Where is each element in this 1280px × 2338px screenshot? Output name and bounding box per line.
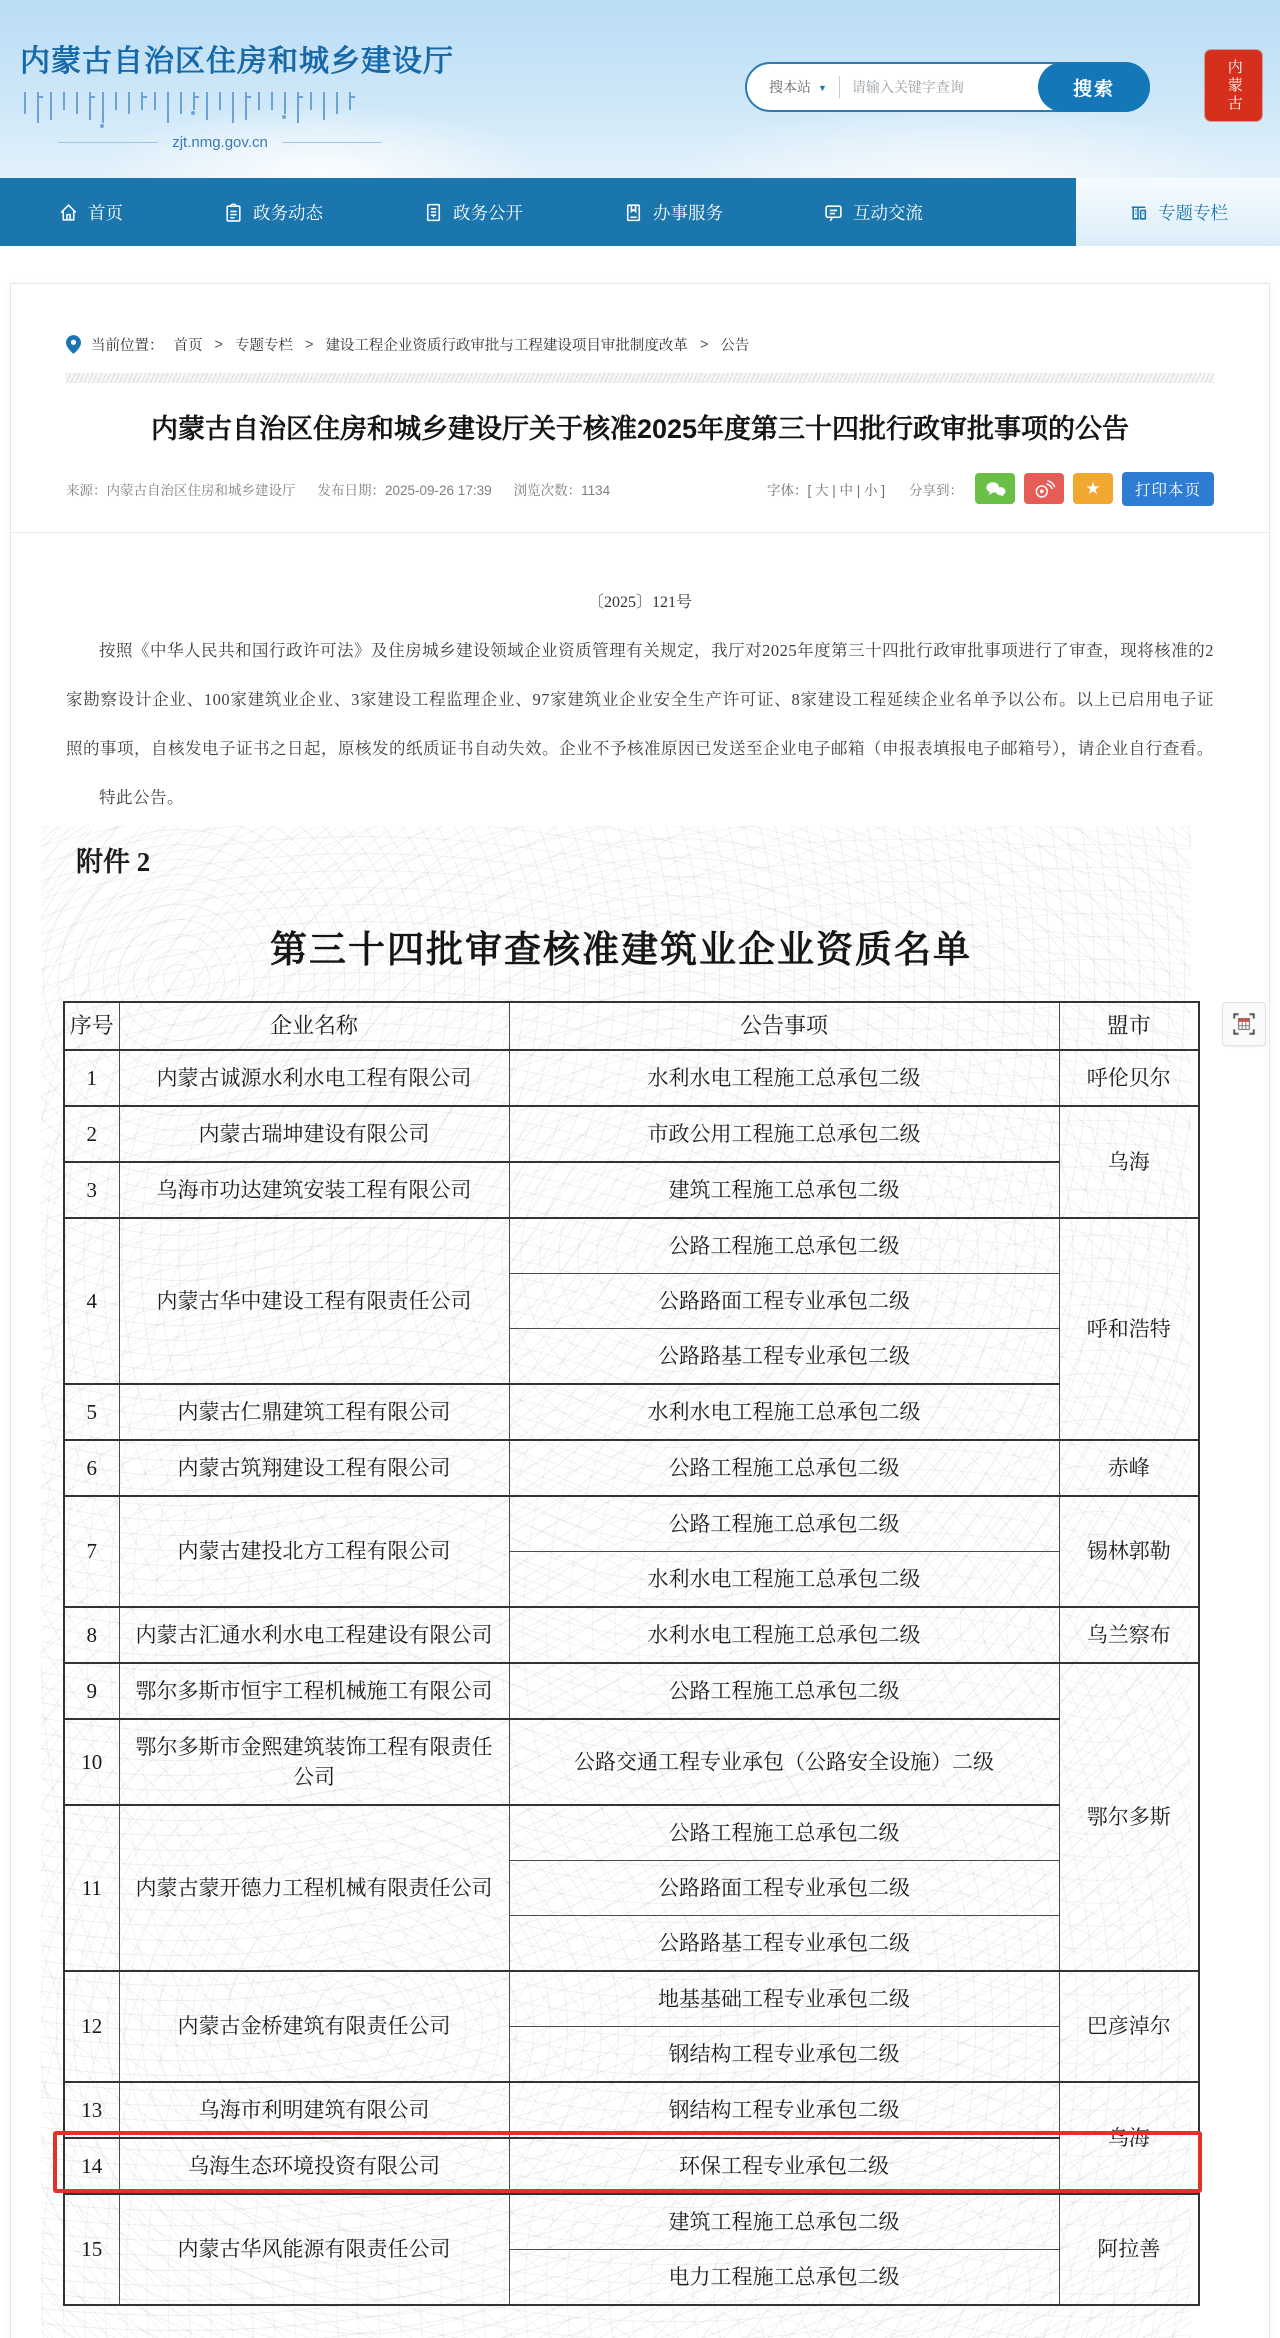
gov-red-seal: 内蒙古 (1205, 50, 1262, 121)
clipboard-icon (223, 202, 244, 223)
cell-announcement-item: 水利水电工程施工总承包二级 (509, 1607, 1059, 1663)
attachment-label: 附件 2 (76, 846, 151, 877)
cell-company-name: 内蒙古建投北方工程有限公司 (119, 1496, 509, 1607)
table-header-row (64, 1002, 1199, 1050)
cell-city: 呼和浩特 (1059, 1218, 1199, 1440)
view-count: 浏览次数：1134 (513, 482, 611, 498)
cell-company-name: 乌海市利明建筑有限公司 (119, 2082, 509, 2138)
site-title: 内蒙古自治区住房和城乡建设厅 (20, 45, 454, 78)
cell-row-number: 3 (64, 1162, 119, 1218)
cell-announcement-item: 公路路面工程专业承包二级 (509, 1860, 1059, 1915)
site-brand (20, 36, 454, 151)
cell-announcement-item: 地基基础工程专业承包二级 (509, 1971, 1059, 2027)
cell-row-number: 2 (64, 1106, 119, 1162)
mongolian-script (24, 92, 420, 126)
nav-item-news[interactable] (223, 178, 323, 246)
cell-row-number: 1 (64, 1050, 119, 1106)
cell-company-name: 内蒙古华风能源有限责任公司 (119, 2194, 509, 2305)
striped-divider (66, 373, 1214, 383)
cell-company-name: 内蒙古金桥建筑有限责任公司 (119, 1971, 509, 2082)
table-row (64, 1719, 1199, 1805)
share-qzone-button[interactable] (1073, 473, 1113, 504)
content-card (10, 283, 1270, 2338)
breadcrumb-separator: > (699, 336, 709, 353)
nav-item-disclosure[interactable] (423, 178, 523, 246)
cell-row-number: 14 (64, 2138, 119, 2194)
article-source: 来源：内蒙古自治区住房和城乡建设厅 (66, 482, 296, 498)
table-wrap (63, 1001, 1198, 2306)
document-number: 〔2025〕121号 (587, 593, 692, 611)
cell-company-name: 鄂尔多斯市金熙建筑装饰工程有限责任公司 (119, 1719, 509, 1805)
cell-company-name: 内蒙古诚源水利水电工程有限公司 (119, 1050, 509, 1106)
cell-city: 呼伦贝尔 (1059, 1050, 1199, 1106)
nav-label: 办事服务 (653, 202, 723, 223)
site-url (20, 134, 420, 151)
breadcrumb-label: 当前位置： (91, 338, 164, 354)
cell-announcement-item: 市政公用工程施工总承包二级 (509, 1106, 1059, 1162)
publish-date: 发布日期：2025-09-26 17:39 (317, 482, 492, 498)
nav-item-services[interactable] (623, 178, 723, 246)
cell-city: 乌兰察布 (1059, 1607, 1199, 1663)
nav-label: 政务公开 (453, 202, 523, 223)
share-label: 分享到： (909, 482, 963, 498)
cell-announcement-item: 水利水电工程施工总承包二级 (509, 1551, 1059, 1607)
divider (58, 142, 158, 143)
chat-icon (823, 202, 844, 223)
col-header-items: 公告事项 (509, 1002, 1059, 1050)
cell-announcement-item: 环保工程专业承包二级 (509, 2138, 1059, 2194)
cell-company-name: 内蒙古筑翔建设工程有限公司 (119, 1440, 509, 1496)
site-search (745, 62, 1150, 112)
table-row (64, 2138, 1199, 2194)
nav-item-interaction[interactable] (823, 178, 923, 246)
attachment-table-title: 第三十四批审查核准建筑业企业资质名单 (270, 929, 972, 971)
cell-row-number: 12 (64, 1971, 119, 2082)
table-row (64, 1106, 1199, 1162)
table-row (64, 1971, 1199, 2027)
cell-city: 赤峰 (1059, 1440, 1199, 1496)
table-zoom-icon (1231, 1011, 1257, 1037)
cell-row-number: 10 (64, 1719, 119, 1805)
share-weibo-button[interactable] (1024, 473, 1064, 504)
star-icon: ★ (1085, 478, 1101, 498)
cell-announcement-item: 公路交通工程专业承包（公路安全设施）二级 (509, 1719, 1059, 1805)
table-row (64, 1162, 1199, 1218)
cell-announcement-item: 公路路面工程专业承包二级 (509, 1273, 1059, 1328)
search-scope-select[interactable]: 搜本站 (769, 79, 811, 95)
table-row (64, 1496, 1199, 1552)
chevron-down-icon[interactable]: ▼ (818, 83, 827, 93)
cell-row-number: 11 (64, 1805, 119, 1971)
wechat-icon (983, 480, 1007, 498)
font-size-switch[interactable]: 字体：[ 大 | 中 | 小 ] (766, 482, 885, 498)
table-row (64, 1050, 1199, 1106)
breadcrumb-item-announcements[interactable]: 公告 (720, 338, 750, 354)
cell-announcement-item: 公路路基工程专业承包二级 (509, 1915, 1059, 1971)
cell-announcement-item: 水利水电工程施工总承包二级 (509, 1050, 1059, 1106)
cell-row-number: 7 (64, 1496, 119, 1607)
cell-row-number: 8 (64, 1607, 119, 1663)
cell-city: 鄂尔多斯 (1059, 1663, 1199, 1971)
cell-announcement-item: 建筑工程施工总承包二级 (509, 2194, 1059, 2250)
cell-city: 阿拉善 (1059, 2194, 1199, 2305)
col-header-company: 企业名称 (119, 1002, 509, 1050)
table-row (64, 1663, 1199, 1719)
cell-announcement-item: 建筑工程施工总承包二级 (509, 1162, 1059, 1218)
table-row (64, 1440, 1199, 1496)
table-row (64, 2194, 1199, 2250)
body-paragraph: 按照《中华人民共和国行政许可法》及住房城乡建设领域企业资质管理有关规定，我厅对2025年度第三十四批行政审批事项进行了审查，现将核准的2家勘察设计企业、100家建筑业企业、3家建设工程监理企业、97家建筑业企业安全生产许可证、8家建设工程延续企业名单予以公布。以上已启用电子证照的事项，自核发电子证书之日起，原核发的纸质证书自动失效。企业不予核准原因已发送至企业电子邮箱（申报表填报电子邮箱号），请企业自行查看。 (66, 640, 1214, 758)
cell-company-name: 内蒙古蒙开德力工程机械有限责任公司 (119, 1805, 509, 1971)
cell-announcement-item: 公路工程施工总承包二级 (509, 1440, 1059, 1496)
cell-row-number: 5 (64, 1384, 119, 1440)
cell-row-number: 4 (64, 1218, 119, 1384)
nav-item-home[interactable] (58, 178, 123, 246)
cell-announcement-item: 钢结构工程专业承包二级 (509, 2026, 1059, 2082)
cell-company-name: 乌海生态环境投资有限公司 (119, 2138, 509, 2194)
cell-row-number: 13 (64, 2082, 119, 2138)
cell-company-name: 鄂尔多斯市恒宇工程机械施工有限公司 (119, 1663, 509, 1719)
cell-row-number: 9 (64, 1663, 119, 1719)
expand-table-button[interactable] (1222, 1002, 1266, 1046)
cell-city: 乌海 (1059, 1106, 1199, 1218)
attachment-image (41, 826, 1191, 2338)
home-icon (58, 202, 79, 223)
article-meta (66, 472, 1214, 506)
cell-announcement-item: 水利水电工程施工总承包二级 (509, 1384, 1059, 1440)
approval-table (63, 1001, 1200, 2306)
table-row (64, 1607, 1199, 1663)
cell-announcement-item: 公路工程施工总承包二级 (509, 1805, 1059, 1861)
breadcrumb-item-reform[interactable]: 建设工程企业资质行政审批与工程建设项目审批制度改革 (325, 338, 688, 354)
body-paragraph: 特此公告。 (99, 787, 184, 807)
divider (839, 76, 840, 98)
cell-company-name: 乌海市功达建筑安装工程有限公司 (119, 1162, 509, 1218)
search-button[interactable]: 搜索 (1038, 62, 1150, 112)
article-header (11, 383, 1269, 533)
nav-item-special-topics[interactable] (1076, 178, 1280, 246)
site-header (0, 0, 1280, 178)
breadcrumb-item-topics[interactable]: 专题专栏 (234, 338, 293, 354)
share-wechat-button[interactable] (975, 473, 1015, 504)
cell-announcement-item: 公路工程施工总承包二级 (509, 1496, 1059, 1552)
breadcrumb-separator: > (214, 336, 223, 353)
col-header-city: 盟市 (1059, 1002, 1199, 1050)
cell-city: 乌海 (1059, 2082, 1199, 2194)
nav-label: 政务动态 (253, 202, 323, 223)
cell-announcement-item: 钢结构工程专业承包二级 (509, 2082, 1059, 2138)
nav-label: 首页 (88, 202, 123, 223)
cell-company-name: 内蒙古华中建设工程有限责任公司 (119, 1218, 509, 1384)
cell-announcement-item: 电力工程施工总承包二级 (509, 2249, 1059, 2305)
search-input[interactable] (852, 79, 1038, 95)
cell-announcement-item: 公路工程施工总承包二级 (509, 1663, 1059, 1719)
main-nav (0, 178, 1280, 246)
breadcrumb (11, 284, 1269, 373)
cell-company-name: 内蒙古汇通水利水电工程建设有限公司 (119, 1607, 509, 1663)
nav-label: 专题专栏 (1158, 202, 1228, 223)
nav-label: 互动交流 (853, 202, 923, 223)
cell-city: 巴彦淖尔 (1059, 1971, 1199, 2082)
breadcrumb-item-home[interactable]: 首页 (173, 338, 203, 354)
article-body (11, 626, 1269, 822)
page-title: 内蒙古自治区住房和城乡建设厅关于核准2025年度第三十四批行政审批事项的公告 (150, 414, 1130, 444)
cell-row-number: 15 (64, 2194, 119, 2305)
columns-icon (1128, 202, 1149, 223)
table-row (64, 2082, 1199, 2138)
cell-city: 锡林郭勒 (1059, 1496, 1199, 1607)
divider (282, 142, 382, 143)
cell-announcement-item: 公路工程施工总承包二级 (509, 1218, 1059, 1274)
table-row (64, 1218, 1199, 1274)
bookmark-file-icon (623, 202, 644, 223)
site-url-text: zjt.nmg.gov.cn (172, 134, 268, 151)
breadcrumb-separator: > (304, 336, 314, 353)
col-header-no: 序号 (64, 1002, 119, 1050)
print-page-button[interactable]: 打印本页 (1122, 472, 1214, 506)
cell-announcement-item: 公路路基工程专业承包二级 (509, 1328, 1059, 1384)
document-icon (423, 202, 444, 223)
cell-company-name: 内蒙古仁鼎建筑工程有限公司 (119, 1384, 509, 1440)
cell-company-name: 内蒙古瑞坤建设有限公司 (119, 1106, 509, 1162)
location-pin-icon (66, 335, 81, 354)
weibo-icon (1032, 479, 1056, 498)
table-row (64, 1384, 1199, 1440)
cell-row-number: 6 (64, 1440, 119, 1496)
table-row (64, 1805, 1199, 1861)
